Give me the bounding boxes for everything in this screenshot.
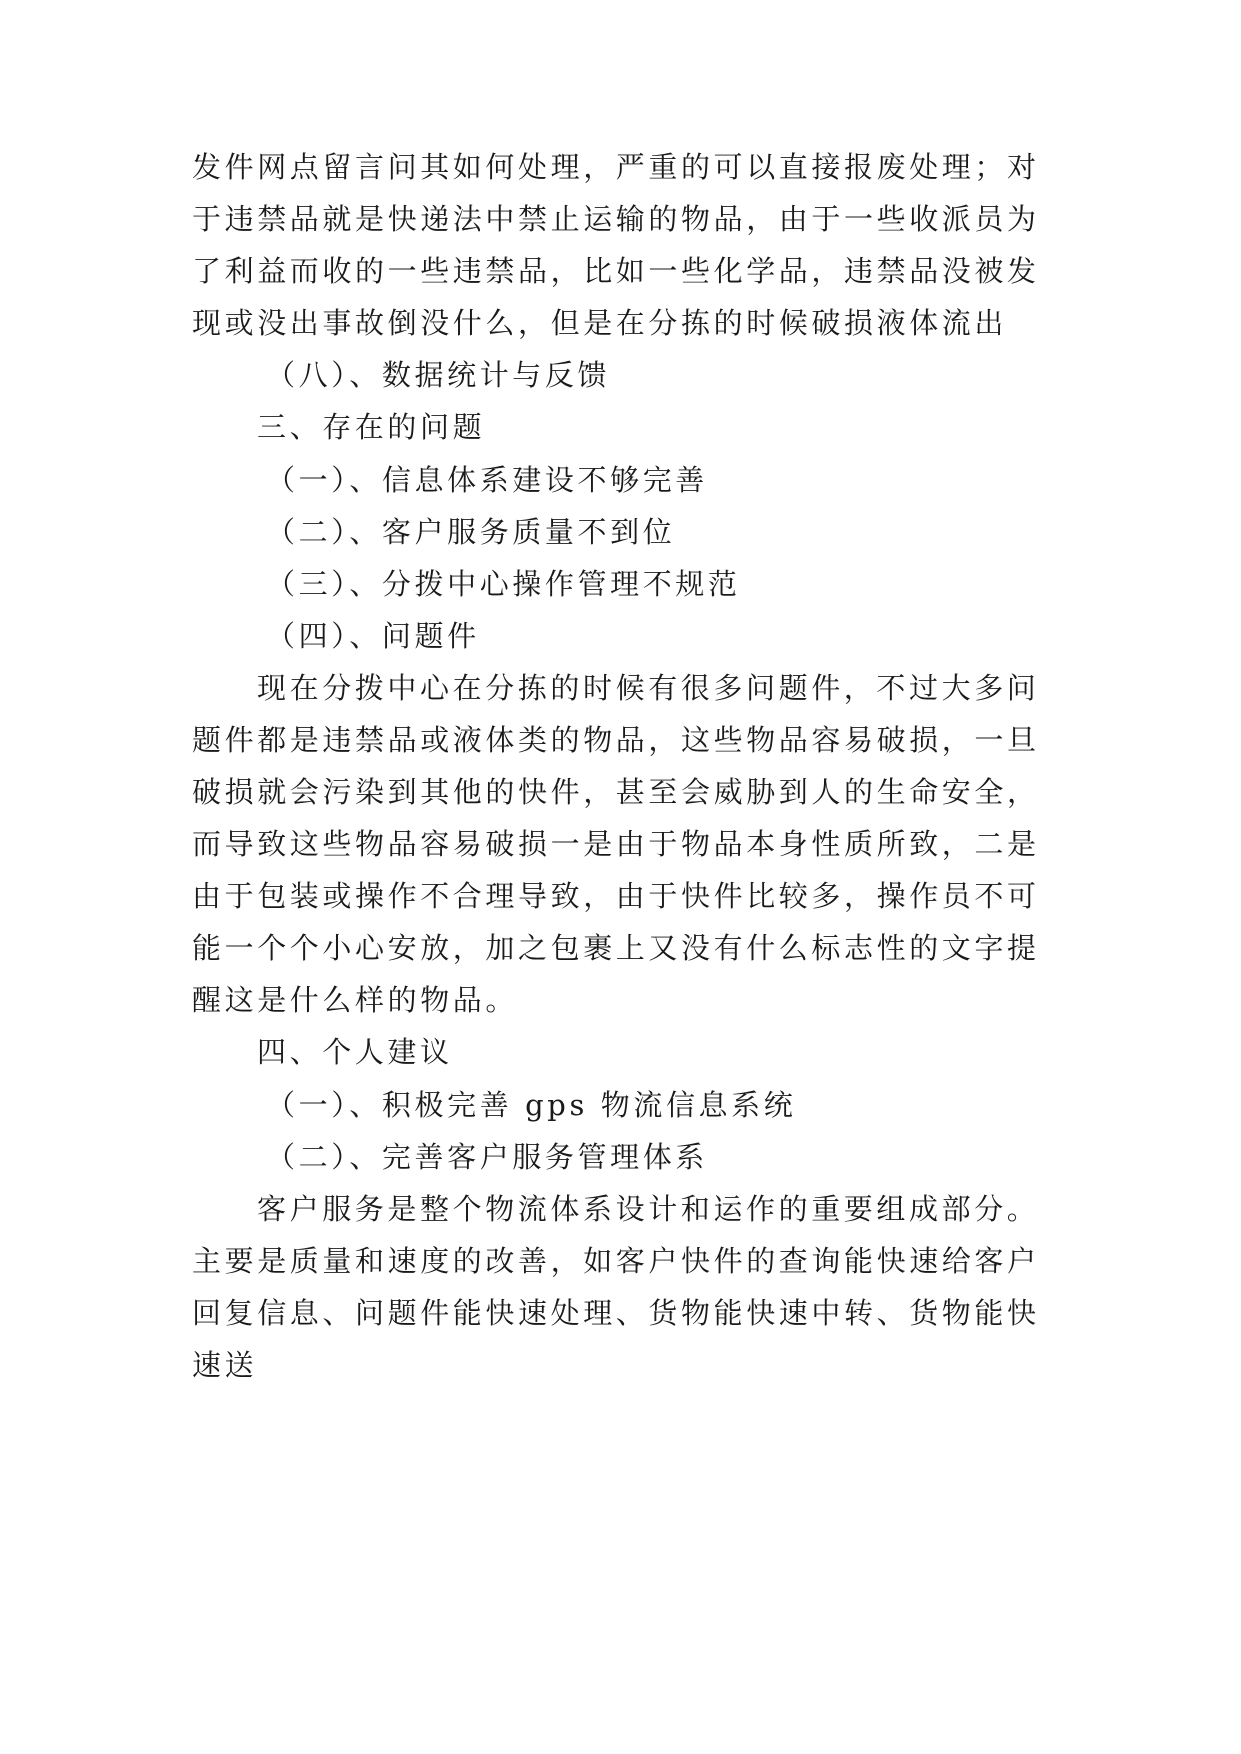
body-text-line: 主要是质量和速度的改善，如客户快件的查询能快速给客户 [192,1244,1040,1278]
body-text-line: 回复信息、问题件能快速处理、货物能快速中转、货物能快 [192,1296,1040,1330]
section-heading: 三、存在的问题 [257,410,486,444]
subsection-heading: （二）、客户服务质量不到位 [266,515,676,549]
body-text-line: 发件网点留言问其如何处理，严重的可以直接报废处理；对 [192,150,1040,184]
body-text-line: 破损就会污染到其他的快件，甚至会威胁到人的生命安全， [192,775,1040,809]
body-text-line: 了利益而收的一些违禁品，比如一些化学品，违禁品没被发 [192,254,1040,288]
section-heading: 四、个人建议 [257,1035,453,1069]
subsection-heading: （一）、积极完善 gps 物流信息系统 [266,1088,797,1122]
subsection-heading: （一）、信息体系建设不够完善 [266,463,708,497]
subsection-heading: （八）、数据统计与反馈 [266,358,611,392]
subsection-heading: （二）、完善客户服务管理体系 [266,1140,708,1174]
subsection-heading: （四）、问题件 [266,619,480,653]
body-text-line: 现在分拨中心在分拣的时候有很多问题件，不过大多问 [257,671,1040,705]
body-text-line: 能一个个小心安放，加之包裹上又没有什么标志性的文字提 [192,931,1040,965]
body-text-line: 客户服务是整个物流体系设计和运作的重要组成部分。 [257,1192,1040,1226]
body-text-line: 现或没出事故倒没什么，但是在分拣的时候破损液体流出 [192,306,1008,340]
subsection-heading: （三）、分拨中心操作管理不规范 [266,567,741,601]
body-text-line: 于违禁品就是快递法中禁止运输的物品，由于一些收派员为 [192,202,1040,236]
body-text-line: 速送 [192,1348,258,1382]
body-text-line: 醒这是什么样的物品。 [192,983,519,1017]
body-text-line: 题件都是违禁品或液体类的物品，这些物品容易破损，一旦 [192,723,1040,757]
body-text-line: 由于包装或操作不合理导致，由于快件比较多，操作员不可 [192,879,1040,913]
body-text-line: 而导致这些物品容易破损一是由于物品本身性质所致，二是 [192,827,1040,861]
